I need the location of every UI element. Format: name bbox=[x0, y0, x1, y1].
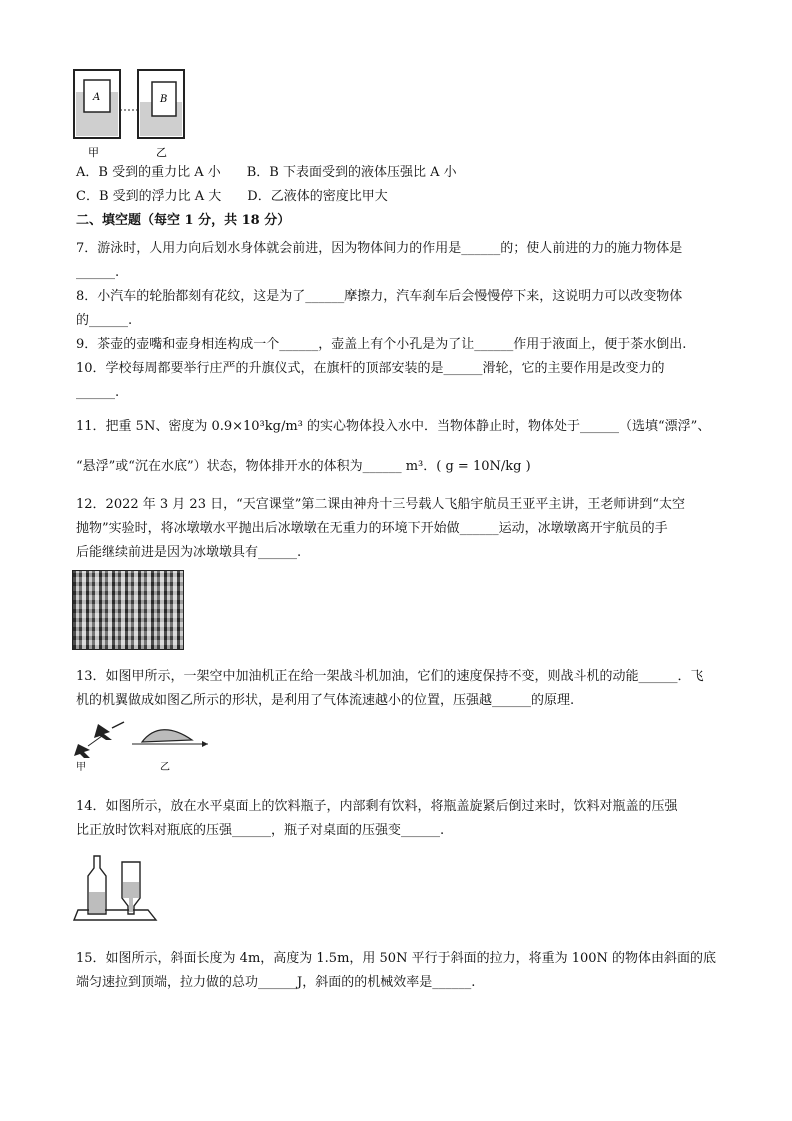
q14-line1: 14．如图所示，放在水平桌面上的饮料瓶子，内部剩有饮料，将瓶盖旋紧后倒过来时，饮料对瓶盖的压强 bbox=[76, 799, 678, 814]
q11-line1: 11．把重 5N、密度为 0.9×10³kg/m³ 的实心物体投入水中．当物体静止时，物体处于______（选填“漂浮”、 bbox=[76, 419, 711, 434]
q14-line2: 比正放时饮料对瓶底的压强______，瓶子对桌面的压强变______. bbox=[76, 823, 445, 838]
beaker-jia bbox=[74, 70, 120, 138]
table-surface bbox=[74, 910, 156, 920]
q7-line1: 7．游泳时，人用力向后划水身体就会前进，因为物体间力的作用是______的；使人前进的力的施力物体是 bbox=[76, 241, 683, 256]
wing-section-icon bbox=[132, 730, 208, 747]
planes-figure bbox=[68, 718, 228, 774]
q10-line1: 10．学校每周都要举行庄严的升旗仪式，在旗杆的顶部安装的是______滑轮，它的主要作用是改变力的 bbox=[76, 361, 665, 376]
beaker-yi bbox=[138, 70, 184, 138]
q13-line1: 13．如图甲所示，一架空中加油机正在给一架战斗机加油，它们的速度保持不变，则战斗机的动能______．飞 bbox=[76, 669, 704, 684]
q12-line3: 后能继续前进是因为冰墩墩具有______. bbox=[76, 545, 302, 560]
space-class-photo bbox=[72, 570, 184, 650]
label-a: A bbox=[93, 92, 101, 103]
planes-label-jia: 甲 bbox=[76, 762, 86, 773]
q15-line2: 端匀速拉到顶端，拉力做的总功______J，斜面的的机械效率是______. bbox=[76, 975, 476, 990]
refueling-planes-icon bbox=[74, 722, 124, 758]
q6-options-line1: A．B 受到的重力比 A 小 B．B 下表面受到的液体压强比 A 小 bbox=[76, 165, 457, 180]
bottle-upright-icon bbox=[88, 856, 106, 914]
label-b: B bbox=[160, 94, 168, 105]
q11-line2: “悬浮”或“沉在水底”）状态，物体排开水的体积为______ m³．( g = 10N/kg ) bbox=[76, 459, 531, 474]
q7-line2: ______. bbox=[76, 265, 120, 280]
q9-line1: 9．茶壶的壶嘴和壶身相连构成一个______，壶盖上有个小孔是为了让______作用于液面上，便于茶水倒出. bbox=[76, 337, 687, 352]
planes-label-yi: 乙 bbox=[160, 762, 170, 773]
section-heading: 二、填空题（每空 1 分，共 18 分） bbox=[76, 213, 291, 228]
q8-line1: 8．小汽车的轮胎都刻有花纹，这是为了______摩擦力，汽车刹车后会慢慢停下来，这说明力可以改变物体 bbox=[76, 289, 683, 304]
q12-line1: 12．2022 年 3 月 23 日，“天宫课堂”第二课由神舟十三号载人飞船宇航员王亚平主讲，王老师讲到“太空 bbox=[76, 497, 686, 512]
label-jia: 甲 bbox=[88, 146, 99, 159]
label-yi: 乙 bbox=[156, 146, 167, 159]
q13-line2: 机的机翼做成如图乙所示的形状，是利用了气体流速越小的位置，压强越______的原理. bbox=[76, 693, 575, 708]
q15-line1: 15．如图所示，斜面长度为 4m，高度为 1.5m，用 50N 平行于斜面的拉力，将重为 100N 的物体由斜面的底 bbox=[76, 951, 717, 966]
bottles-figure bbox=[72, 852, 162, 924]
q12-line2: 抛物”实验时，将冰墩墩水平抛出后冰墩墩在无重力的环境下开始做______运动，冰墩墩离开宇航员的手 bbox=[76, 521, 668, 536]
bottle-inverted-icon bbox=[122, 862, 140, 914]
q8-line2: 的______. bbox=[76, 313, 133, 328]
beakers-figure bbox=[70, 62, 190, 162]
q10-line2: ______. bbox=[76, 385, 120, 400]
q6-options-line2: C．B 受到的浮力比 A 大 D．乙液体的密度比甲大 bbox=[76, 189, 388, 204]
